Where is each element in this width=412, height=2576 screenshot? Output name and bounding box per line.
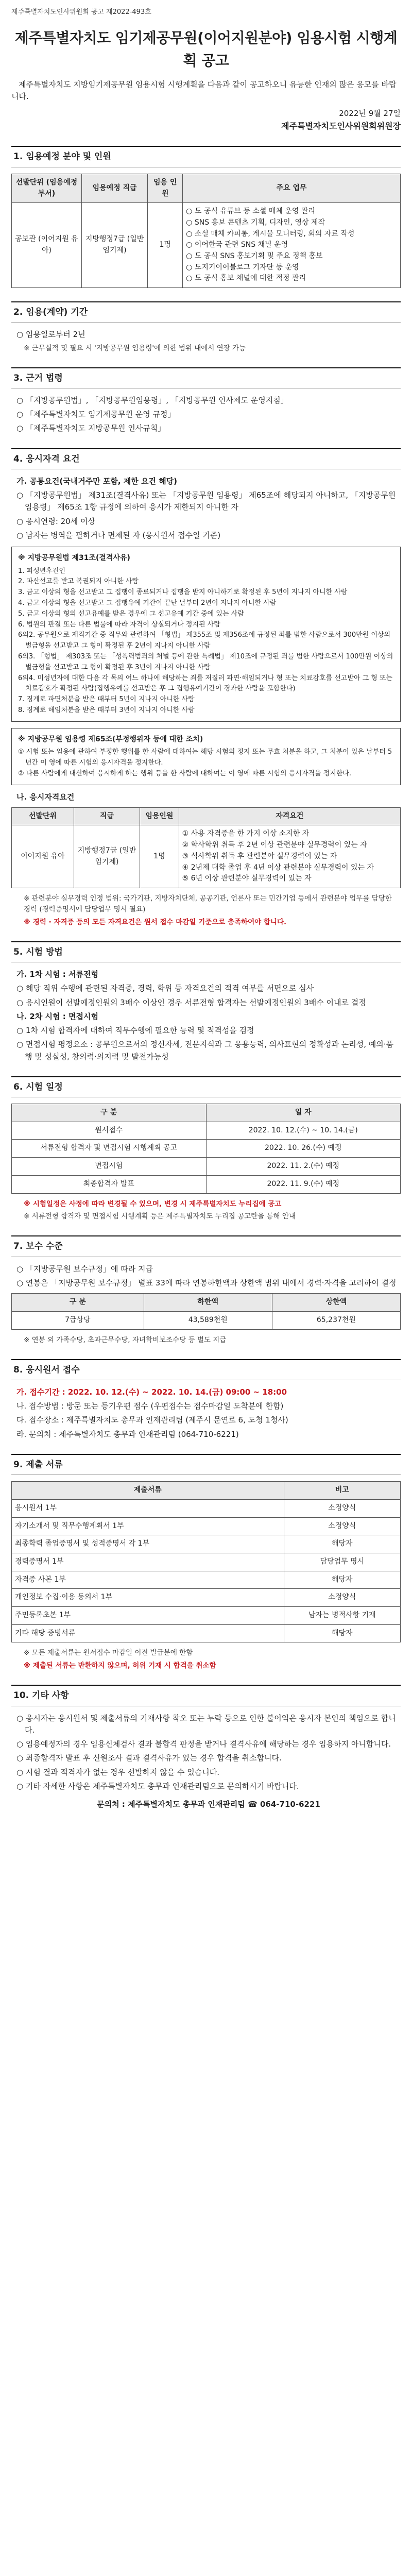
list-item: ⑤ 6년 이상 관련분야 실무경력이 있는 자: [182, 874, 312, 883]
list-item: ○ 기타 자세한 사항은 제주특별자치도 총무과 인재관리팀으로 문의하시기 바랍니다.: [16, 1781, 299, 1791]
col-header: 선발단위 (임용예정부서): [12, 174, 82, 202]
disqualification-box: [11, 547, 401, 722]
table-row: [12, 1140, 401, 1158]
section-9-heading: 9. 제출 서류: [11, 1454, 401, 1475]
list-item: 2. 파산선고를 받고 복권되지 아니한 사람: [18, 578, 139, 586]
col-header: 자격요건: [179, 807, 400, 825]
col-header: 임용인원: [140, 807, 179, 825]
list-item: ○ 임용예정자의 경우 임용신체검사 결과 불합격 판정을 받거나 결격사유에 해당하는 경우 임용하지 아니합니다.: [16, 1739, 391, 1749]
list-item: ○ 소셜 매체 카피롱, 게시물 모니터링, 회의 자료 작성: [186, 229, 355, 238]
list-item: ○ 면접시험 평정요소 : 공무원으로서의 정신자세, 전문지식과 그 응용능력, 의사표현의 정확성과 논리성, 예의·품행 및 성실성, 창의력·의지력 및 발전가능성: [16, 1040, 393, 1061]
note-text-highlight: ※ 경력 · 자격증 등의 모든 자격요건은 원서 접수 마감일 기준으로 충족하여야 합니다.: [24, 918, 287, 926]
table-cell: 최종합격자 발표: [12, 1175, 207, 1193]
list-item: ○ 도 공식 유튜브 등 소셜 매체 운영 관리: [186, 207, 315, 216]
table-row: [12, 1589, 401, 1607]
list-item: 3. 금고 이상의 형을 선고받고 그 집행이 종료되거나 집행을 받지 아니하기로 확정된 후 5년이 지나지 아니한 사람: [18, 588, 348, 597]
note-text: ※ 모든 제출서류는 원서접수 마감일 이전 발급분에 한함: [24, 1649, 193, 1657]
table-cell: 1명: [140, 825, 179, 888]
list-item: ○ 도 공식 SNS 홍보기획 및 주요 정책 홍보: [186, 251, 323, 260]
box-heading: ※ 지방공무원법 제31조(결격사유): [18, 554, 130, 563]
col-header: 상한액: [272, 1294, 400, 1312]
table-cell: 경력증명서 1부: [12, 1553, 284, 1571]
col-header: 비고: [284, 1482, 401, 1500]
table-cell: 공보관 (이어지원 유아): [12, 203, 82, 288]
note-text: ※ 관련분야 실무경력 인정 범위: 국가기관, 지방자치단체, 공공기관, 언론사 또는 민간기업 등에서 관련분야 업무를 담당한 경력 (경력증명서에 담당업무 명시 필요): [24, 894, 392, 913]
table-cell: 개인정보 수집·이용 동의서 1부: [12, 1589, 284, 1607]
table-cell: 2022. 11. 9.(수) 예정: [206, 1175, 401, 1193]
table-cell: 원서접수: [12, 1122, 207, 1140]
table-cell: 소정양식: [284, 1589, 401, 1607]
contact-info: 라. 문의처 : 제주특별자치도 총무과 인재관리팀 (064-710-6221): [16, 1429, 239, 1439]
intro-text: 제주특별자치도 지방임기제공무원 임용시험 시행계획을 다음과 같이 공고하오니 유능한 인재의 많은 응모를 바랍니다.: [11, 79, 397, 101]
table-cell: 65,237천원: [272, 1311, 400, 1329]
col-header: 선발단위: [12, 807, 74, 825]
subsection-heading: 나. 응시자격요건: [16, 792, 75, 802]
list-item: ○ 응시연령: 20세 이상: [16, 516, 95, 526]
table-row: [12, 1499, 401, 1517]
subsection-heading: 나. 2차 시험 : 면접시험: [16, 1011, 98, 1021]
table-cell: 해당자: [284, 1571, 401, 1589]
list-item: 7. 징계로 파면처분을 받은 때부터 5년이 지나지 아니한 사람: [18, 696, 195, 704]
table-cell: 해당자: [284, 1624, 401, 1642]
list-item: ③ 석사학위 취득 후 관련분야 실무경력이 있는 자: [182, 852, 337, 860]
documents-table: [11, 1481, 401, 1642]
qualification-table: [11, 807, 401, 888]
announcement-date: 2022년 9월 27일: [339, 109, 401, 118]
recruitment-table: [11, 174, 401, 288]
list-item: 6의4. 미성년자에 대한 다음 각 목의 어느 하나에 해당하는 죄를 저질러 파면·해임되거나 형 또는 치료감호를 선고받아 그 형 또는 치료감호가 확정된 사람(집행유예를 선고받은 후 그 집행유예기간이 경과한 사람을 포함한다): [18, 674, 393, 693]
table-cell: 자격증 사본 1부: [12, 1571, 284, 1589]
requirements-cell: [179, 825, 400, 888]
table-cell: 최종학력 졸업증명서 및 성적증명서 각 1부: [12, 1535, 284, 1553]
list-item: 6의3. 「형법」 제303조 또는 「성폭력범죄의 처벌 등에 관한 특례법」 제10조에 규정된 죄를 범한 사람으로서 100만원 이상의 벌금형을 선고받고 그 형이 확정된 후 3년이 지나지 아니한 사람: [18, 652, 393, 671]
table-cell: 면접시험: [12, 1158, 207, 1176]
table-cell: 이어지원 유아: [12, 825, 74, 888]
table-row: [12, 1535, 401, 1553]
col-header: 제출서류: [12, 1482, 284, 1500]
table-cell: 담당업무 명시: [284, 1553, 401, 1571]
section-1-heading: 1. 임용예정 분야 및 인원: [11, 146, 401, 167]
page-title: 제주특별자치도 임기제공무원(이어지원분야) 임용시험 시행계획 공고: [14, 29, 398, 69]
application-period: 가. 접수기간 : 2022. 10. 12.(수) ~ 2022. 10. 14.(금) 09:00 ~ 18:00: [16, 1387, 287, 1397]
list-item: 4. 금고 이상의 형을 선고받고 그 집행유예 기간이 끝난 날부터 2년이 지나지 아니한 사람: [18, 599, 277, 607]
list-item: ○ 이어한국 관련 SNS 채널 운영: [186, 241, 288, 249]
subsection-heading: 가. 1차 시험 : 서류전형: [16, 970, 98, 979]
list-item: ○ 해당 직위 수행에 관련된 자격증, 경력, 학위 등 자격요건의 적격 여부를 서면으로 심사: [16, 984, 314, 993]
table-cell: 응시원서 1부: [12, 1499, 284, 1517]
table-row: [12, 1517, 401, 1535]
table-cell: 1명: [148, 203, 183, 288]
col-header: 하한액: [144, 1294, 272, 1312]
contact-line: 문의처 : 제주특별자치도 총무과 인재관리팀 ☎ 064-710-6221: [97, 1800, 320, 1809]
col-header: 주요 업무: [183, 174, 401, 202]
list-item: 6. 법원의 판결 또는 다른 법률에 따라 자격이 상실되거나 정지된 사람: [18, 620, 220, 629]
list-item: ○ SNS 홍보 콘텐츠 기획, 디자인, 영상 제작: [186, 218, 325, 227]
table-row: [12, 1607, 401, 1625]
list-item: ① 시험 또는 임용에 관하여 부정한 행위를 한 사람에 대하여는 해당 시험의 정지 또는 무효 처분을 하고, 그 처분이 있은 날부터 5년간 이 영에 따른 시험의 응시자격을 정지한다.: [18, 748, 392, 767]
list-item: ○ 임용일로부터 2년: [16, 330, 85, 340]
table-cell: 43,589천원: [144, 1311, 272, 1329]
table-cell: 기타 해당 증빙서류: [12, 1624, 284, 1642]
list-item: ○ 시험 결과 적격자가 없는 경우 선발하지 않을 수 있습니다.: [16, 1767, 220, 1777]
list-item: ○ 1차 시험 합격자에 대하여 직무수행에 필요한 능력 및 적격성을 검정: [16, 1026, 254, 1036]
table-row: [12, 1158, 401, 1176]
list-item: ○ 최종합격자 발표 후 신원조사 결과 결격사유가 있는 경우 합격을 취소합니다.: [16, 1753, 282, 1763]
section-4-heading: 4. 응시자격 요건: [11, 448, 401, 469]
list-item: ○ 응시자는 응시원서 및 제출서류의 기재사항 착오 또는 누락 등으로 인한 불이익은 응시자 본인의 책임으로 합니다.: [16, 1713, 396, 1735]
col-header: 직급: [74, 807, 140, 825]
box-heading: ※ 지방공무원 임용령 제65조(부정행위자 등에 대한 조치): [18, 735, 203, 743]
table-row: [12, 1311, 401, 1329]
list-item: ② 학사학위 취득 후 2년 이상 관련분야 실무경력이 있는 자: [182, 841, 367, 850]
section-6-heading: 6. 시험 일정: [11, 1076, 401, 1097]
list-item: ○ 「지방공무원법」 제31조(결격사유) 또는 「지방공무원 임용령」 제65조에 해당되지 아니하고, 「지방공무원 임용령」 제65조 1항 규정에 의하여 응시가 제한되지 아니한 자: [16, 490, 396, 512]
list-item: ○ 응시인원이 선발예정인원의 3배수 이상인 경우 서류전형 합격자는 선발예정인원의 3배수 이내로 결정: [16, 997, 366, 1007]
list-item: ○ 「제주특별자치도 지방공무원 인사규칙」: [16, 423, 166, 433]
note-text: ※ 근무실적 및 필요 시 '지방공무원 임용령'에 의한 범위 내에서 연장 가능: [24, 344, 246, 352]
list-item: 6의2. 공무원으로 재직기간 중 직무와 관련하여 「형법」 제355조 및 제356조에 규정된 죄를 범한 사람으로서 300만원 이상의 벌금형을 선고받고 그 형이 확정된 후 2년이 지나지 아니한 사람: [18, 631, 391, 650]
table-cell: 지방행정7급 (일반임기제): [74, 825, 140, 888]
table-cell: 서류전형 합격자 및 면접시험 시행계획 공고: [12, 1140, 207, 1158]
list-item: 1. 피성년후견인: [18, 567, 65, 575]
col-header: 일 자: [206, 1104, 401, 1122]
list-item: ○ 도지기이어불로그 기자단 등 운영: [186, 263, 299, 272]
application-place: 다. 접수장소 : 제주특별자치도 총무과 인재관리팀 (제주시 문연로 6, 도청 1청사): [16, 1415, 288, 1425]
salary-table: [11, 1293, 401, 1329]
section-2-heading: 2. 임용(계약) 기간: [11, 301, 401, 323]
document-id: 제주특별자치도인사위원회 공고 제2022-493호: [11, 8, 151, 16]
salary-table-wrap: [11, 1293, 401, 1329]
table-cell: 소정양식: [284, 1517, 401, 1535]
table-cell: 주민등록초본 1부: [12, 1607, 284, 1625]
list-item: ○ 남자는 병역을 필하거나 면제된 자 (응시원서 접수일 기준): [16, 530, 221, 540]
col-header: 임용예정 직급: [81, 174, 147, 202]
schedule-table-wrap: [11, 1104, 401, 1193]
note-text-highlight: ※ 제출된 서류는 반환하지 않으며, 허위 기재 시 합격을 취소함: [24, 1662, 216, 1670]
note-text: ※ 서류전형 합격자 및 면접시험 시행계획 등은 제주특별자치도 누리집 공고란을 통해 안내: [24, 1212, 296, 1221]
section-3-heading: 3. 근거 법령: [11, 367, 401, 388]
col-header: 임용 인원: [148, 174, 183, 202]
list-item: 5. 금고 이상의 형의 선고유예를 받은 경우에 그 선고유예 기간 중에 있는 사람: [18, 609, 244, 618]
table-cell: 소정양식: [284, 1499, 401, 1517]
duties-cell: [183, 203, 401, 288]
qualification-table-wrap: [11, 807, 401, 888]
section-5-heading: 5. 시험 방법: [11, 941, 401, 962]
list-item: ① 사용 자격증을 한 가지 이상 소지한 자: [182, 829, 310, 838]
list-item: ○ 「지방공무원 보수규정」에 따라 지급: [16, 1264, 153, 1274]
list-item: ○ 「제주특별자치도 임기제공무원 운영 규정」: [16, 410, 176, 419]
list-item: ② 다른 사람에게 대신하여 응시하게 하는 행위 등을 한 사람에 대하여는 이 영에 따른 시험의 응시자격을 정지한다.: [18, 769, 352, 777]
table-row: [12, 1571, 401, 1589]
section-10-heading: 10. 기타 사항: [11, 1685, 401, 1706]
table-row: [12, 1624, 401, 1642]
note-text: ※ 연봉 외 가족수당, 초과근무수당, 자녀학비보조수당 등 별도 지급: [24, 1335, 227, 1344]
note-text-highlight: ※ 시험일정은 사정에 따라 변경될 수 있으며, 변경 시 제주특별자치도 누리집에 공고: [24, 1199, 282, 1208]
misconduct-box: [11, 728, 401, 785]
list-item: ○ 도 공식 홍보 채널에 대한 적정 관리: [186, 274, 306, 283]
table-row: [12, 1175, 401, 1193]
schedule-table: [11, 1104, 401, 1193]
col-header: 구 분: [12, 1294, 144, 1312]
table-row: [12, 1553, 401, 1571]
table-cell: 2022. 10. 12.(수) ~ 10. 14.(금): [206, 1122, 401, 1140]
table-cell: 2022. 11. 2.(수) 예정: [206, 1158, 401, 1176]
table-cell: 해당자: [284, 1535, 401, 1553]
table-row: [12, 1122, 401, 1140]
subsection-heading: 가. 공통요건(국내거주만 포함, 제한 요건 해당): [16, 476, 178, 486]
table-cell: 2022. 10. 26.(수) 예정: [206, 1140, 401, 1158]
section-7-heading: 7. 보수 수준: [11, 1235, 401, 1257]
issuing-organization: 제주특별자치도인사위원회위원장: [281, 121, 401, 131]
application-method: 나. 접수방법 : 방문 또는 등기우편 접수 (우편접수는 접수마감일 도착분에 한함): [16, 1401, 284, 1411]
col-header: 구 분: [12, 1104, 207, 1122]
list-item: ○ 「지방공무원법」, 「지방공무원임용령」, 「지방공무원 인사제도 운영지침」: [16, 395, 288, 405]
table-cell: 자기소개서 및 직무수행계획서 1부: [12, 1517, 284, 1535]
table-cell: 지방행정7급 (일반임기제): [81, 203, 147, 288]
list-item: ○ 연봉은 「지방공무원 보수규정」 별표 33에 따라 연봉하한액과 상한액 범위 내에서 경력·자격을 고려하여 결정: [16, 1278, 397, 1287]
list-item: 8. 징계로 해임처분을 받은 때부터 3년이 지나지 아니한 사람: [18, 706, 195, 714]
documents-table-wrap: [11, 1481, 401, 1642]
table-cell: 남자는 병적사항 기재: [284, 1607, 401, 1625]
recruitment-table-wrap: [11, 174, 401, 288]
section-8-heading: 8. 응시원서 접수: [11, 1359, 401, 1380]
list-item: ④ 2년제 대학 졸업 후 4년 이상 관련분야 실무경력이 있는 자: [182, 863, 374, 872]
table-cell: 7급상당: [12, 1311, 144, 1329]
